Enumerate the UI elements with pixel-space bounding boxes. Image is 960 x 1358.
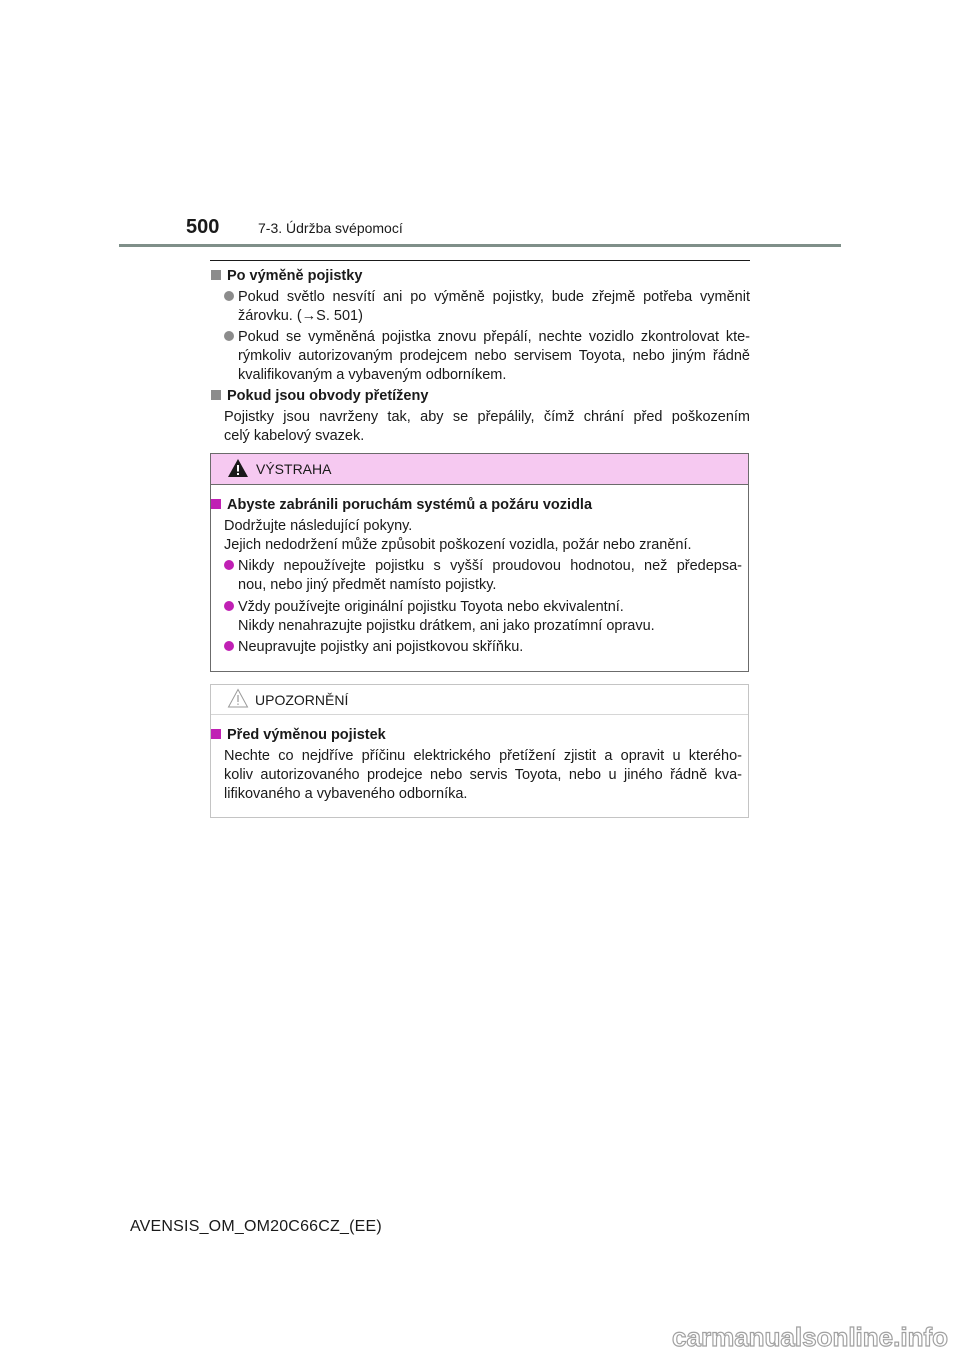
- line: nou, nebo jiný předmět namísto pojistky.: [238, 577, 497, 593]
- line: Jejich nedodržení může způsobit poškození vozidla, požár nebo zranění.: [224, 537, 692, 553]
- heading-text: Pokud jsou obvody přetíženy: [227, 388, 429, 404]
- line: lifikovaného a vybaveného odborníka.: [224, 786, 468, 802]
- text: Vždy používejte originální pojistku Toyota nebo ekvivalentní.: [238, 599, 624, 615]
- text: Pokud se vyměněná pojistka znovu přepálí, nechte vozidlo zkontrolovat kte-: [238, 329, 750, 345]
- page-number: 500: [186, 216, 220, 238]
- section-title: 7-3. Údržba svépomocí: [258, 220, 403, 236]
- heading-text: Před výměnou pojistek: [227, 727, 386, 743]
- line: žárovku. (→S. 501): [238, 308, 363, 324]
- line: celý kabelový svazek.: [224, 428, 365, 444]
- line: Nikdy nenahrazujte pojistku drátkem, ani jako prozatímní opravu.: [238, 618, 655, 634]
- text: Pokud světlo nesvítí ani po výměně pojistky, bude zřejmě potřeba vyměnit: [238, 289, 750, 305]
- svg-text:carmanualsonline.info: carmanualsonline.info: [672, 1322, 948, 1352]
- text: Neupravujte pojistky ani pojistkovou skříňku.: [238, 639, 524, 655]
- line: koliv autorizovaného prodejce nebo servis Toyota, nebo u jiného řádně kva-: [224, 767, 742, 783]
- text: Nikdy nepoužívejte pojistku s vyšší proudovou hodnotou, než předepsa-: [238, 558, 742, 574]
- line: kvalifikovaným a vybaveným odborníkem.: [238, 367, 507, 383]
- heading-text: Abyste zabránili poruchám systémů a požáru vozidla: [227, 497, 593, 513]
- warning-title: VÝSTRAHA: [256, 461, 332, 477]
- line: rýmkoliv autorizovaným prodejcem nebo servisem Toyota, nebo jiným řádně: [238, 348, 750, 364]
- line: Pojistky jsou navrženy tak, aby se přepálily, čímž chrání před poškozením: [224, 409, 750, 425]
- line: Nechte co nejdříve příčinu elektrického přetížení zjistit a opravit u kterého-: [224, 748, 742, 764]
- document-code: AVENSIS_OM_OM20C66CZ_(EE): [130, 1218, 382, 1235]
- notice-title: UPOZORNĚNÍ: [255, 692, 349, 708]
- heading-text: Po výměně pojistky: [227, 268, 363, 284]
- line: Dodržujte následující pokyny.: [224, 518, 413, 534]
